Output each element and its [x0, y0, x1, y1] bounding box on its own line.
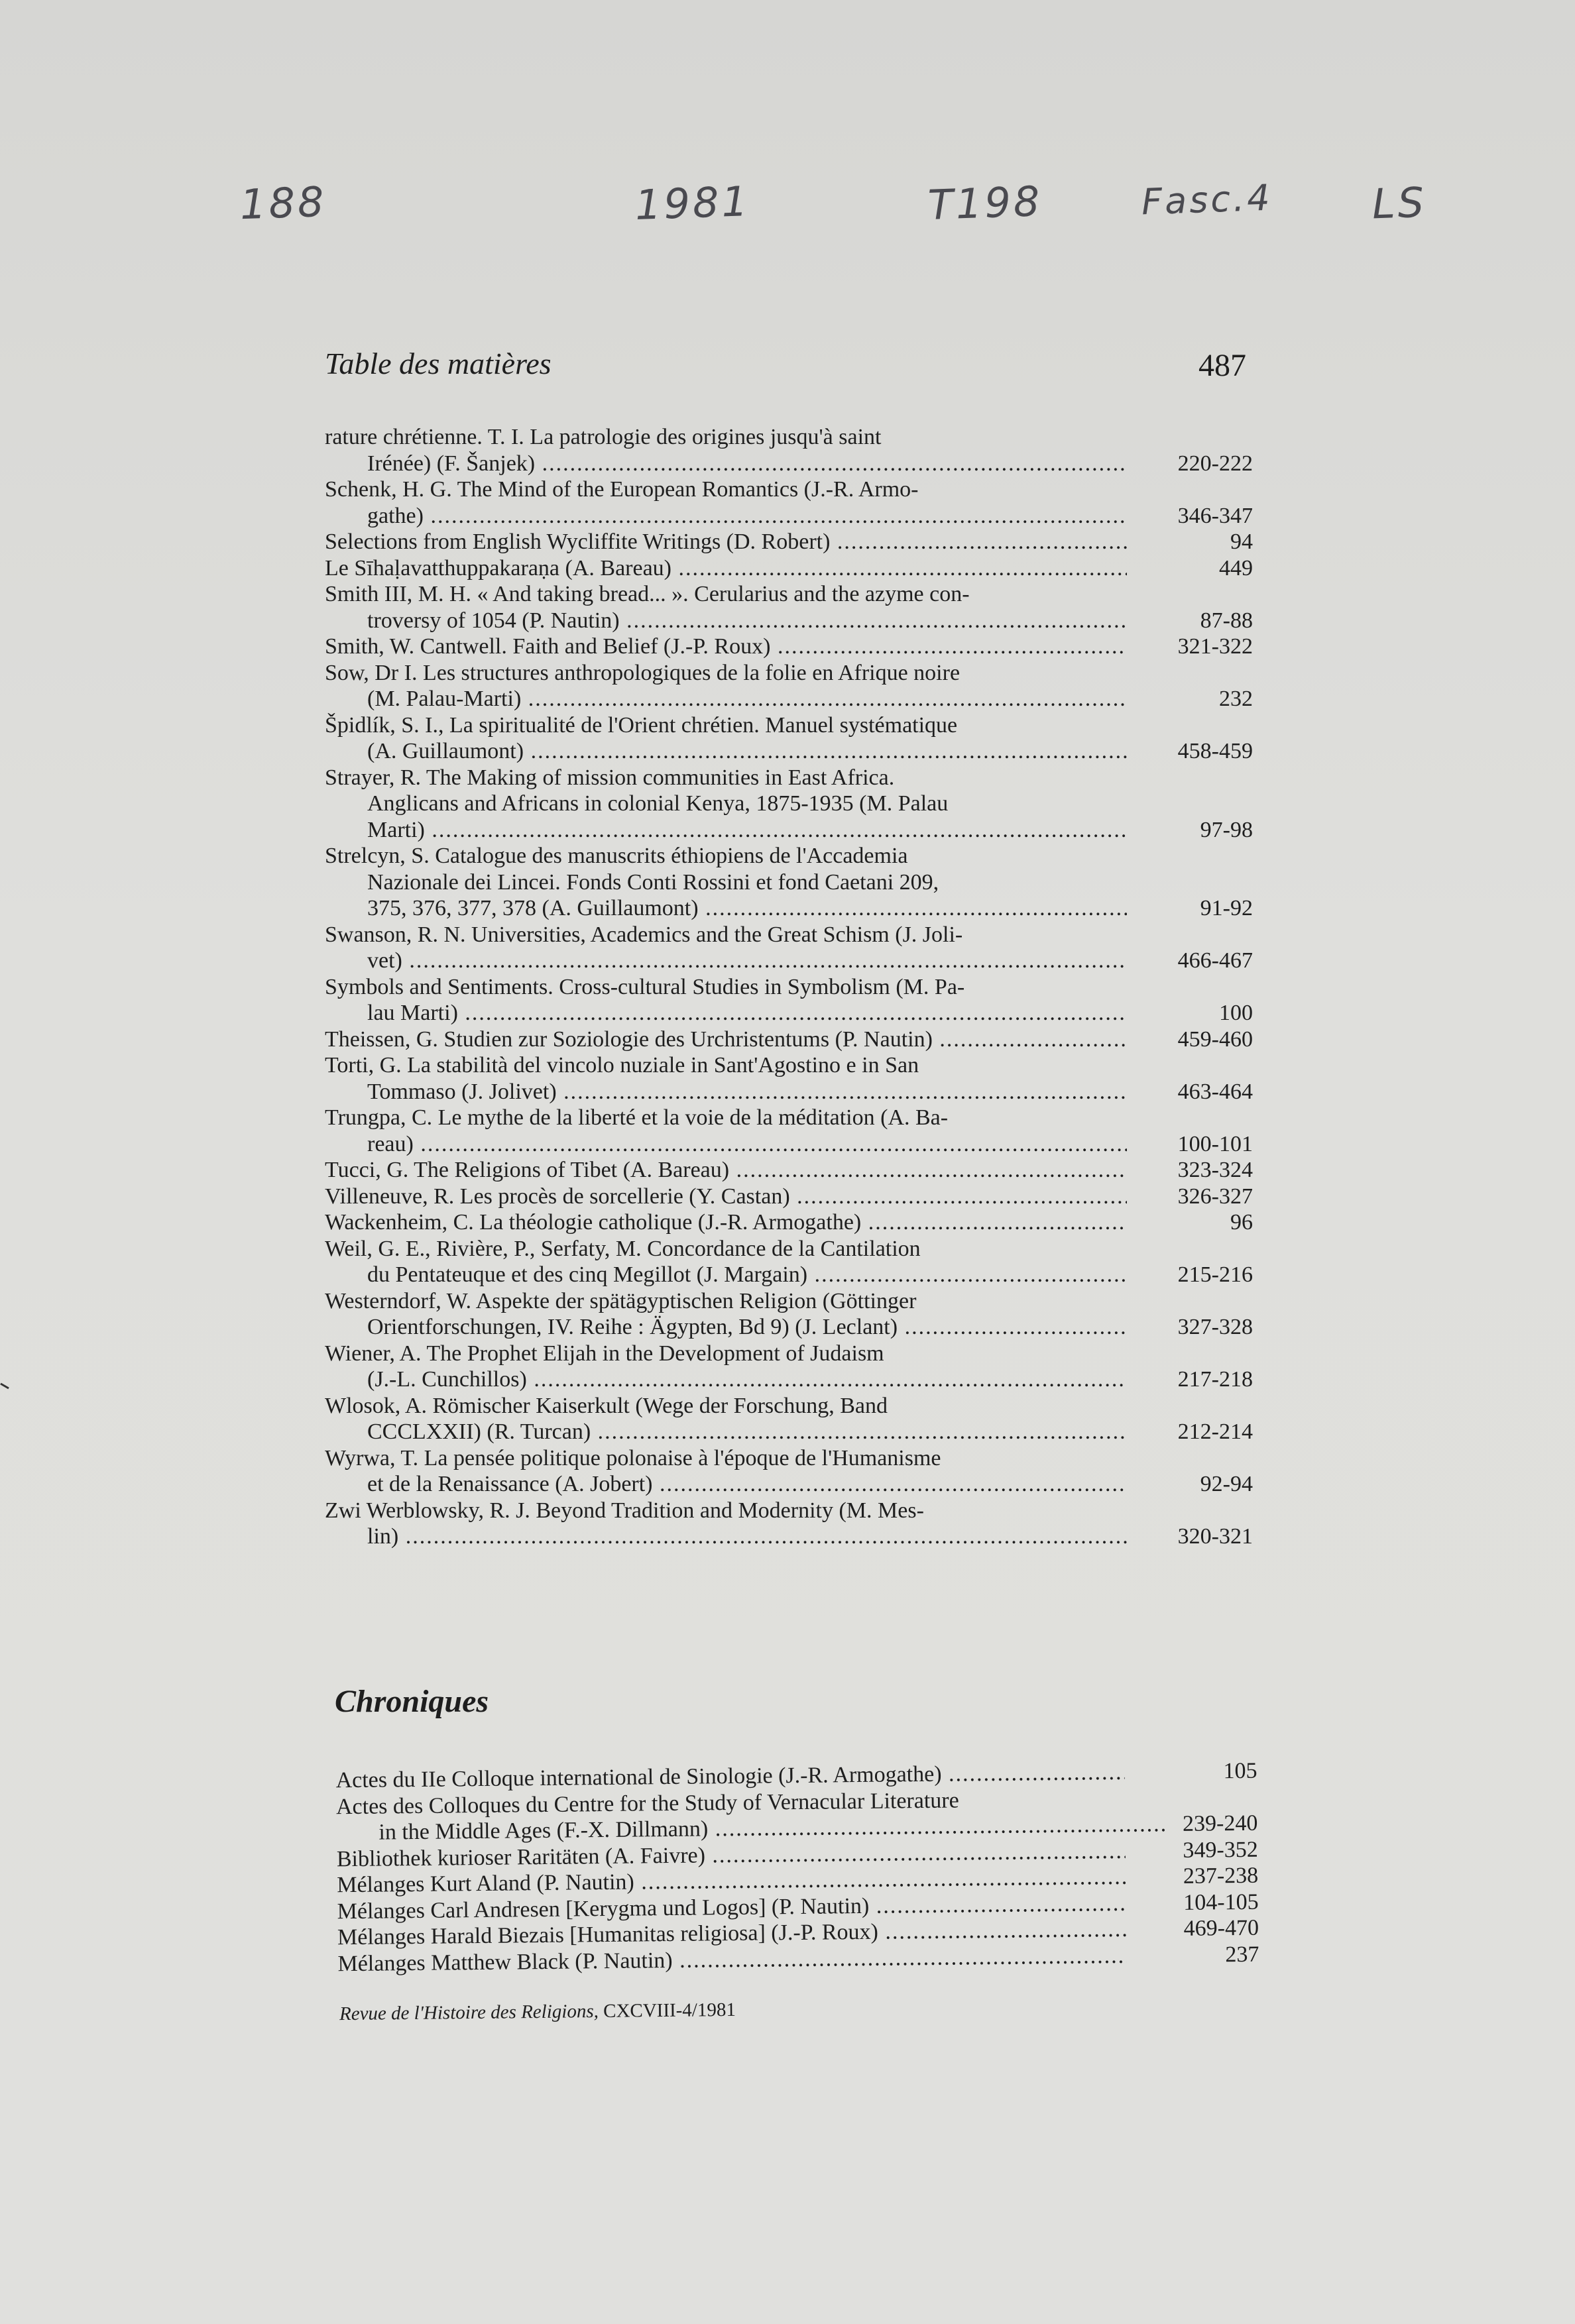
page-number: 487	[1198, 348, 1246, 383]
index-entry	[325, 529, 1253, 555]
entry-pages: 463-464	[1177, 1079, 1253, 1104]
entry-line: Wlosok, A. Römischer Kaiserkult (Wege der Forschung, Band	[325, 1393, 888, 1418]
entry-pages: 97-98	[1200, 817, 1253, 842]
entry-pages: 220-222	[1177, 451, 1253, 476]
entry-line: Sow, Dr I. Les structures anthropologiques de la folie en Afrique noire	[325, 660, 961, 685]
page-title: Table des matières	[325, 347, 552, 380]
chroniques-entries	[335, 1758, 1259, 1977]
entry-line: Irénée) (F. Šanjek) .....	[325, 451, 1127, 477]
handwritten-note-5: LS	[1371, 178, 1428, 229]
entry-line: Bibliothek kurioser Raritäten (A. Faivre) .....	[337, 1838, 1126, 1872]
entry-pages: 326-327	[1177, 1184, 1253, 1209]
entry-line: Mélanges Matthew Black (P. Nautin) .....	[337, 1942, 1126, 1977]
entry-pages: 105	[1223, 1758, 1257, 1784]
entry-pages: 323-324	[1177, 1158, 1253, 1182]
entry-line: du Pentateuque et des cinq Megillot (J. Margain) .....	[325, 1262, 1127, 1288]
entry-pages: 239-240	[1182, 1810, 1258, 1836]
index-entry	[336, 1784, 1258, 1846]
index-entries	[325, 424, 1253, 1550]
entry-line: Strelcyn, S. Catalogue des manuscrits éthiopiens de l'Accademia	[325, 844, 908, 868]
index-entry	[325, 765, 1253, 844]
entry-pages: 346-347	[1177, 503, 1253, 528]
entry-pages: 215-216	[1177, 1262, 1253, 1287]
entry-line: Schenk, H. G. The Mind of the European Romantics (J.-R. Armo-	[325, 477, 919, 502]
entry-line: Zwi Werblowsky, R. J. Beyond Tradition and Modernity (M. Mes-	[325, 1498, 924, 1523]
entry-pages: 100	[1219, 1001, 1253, 1025]
entry-pages: 459-460	[1177, 1026, 1253, 1052]
entry-pages: 327-328	[1177, 1315, 1253, 1339]
entry-line: Anglicans and Africans in colonial Kenya, 1875-1935 (M. Palau	[367, 791, 949, 816]
entry-line: Strayer, R. The Making of mission communities in East Africa.	[325, 765, 895, 790]
index-entry	[325, 555, 1253, 582]
entry-line: Špidlík, S. I., La spiritualité de l'Orient chrétien. Manuel systématique	[325, 712, 958, 738]
index-entry	[325, 974, 1253, 1026]
entry-pages: 321-322	[1177, 634, 1253, 659]
index-entry	[325, 1184, 1253, 1210]
entry-pages: 104-105	[1183, 1889, 1259, 1915]
entry-pages: 96	[1230, 1210, 1253, 1235]
entry-pages: 91-92	[1200, 896, 1253, 920]
index-entry	[325, 1288, 1253, 1341]
entry-line: lin) .....	[325, 1523, 1127, 1550]
entry-pages: 87-88	[1200, 608, 1253, 633]
index-entry	[325, 712, 1253, 765]
entry-pages: 94	[1230, 529, 1253, 554]
entry-pages: 458-459	[1177, 739, 1253, 763]
entry-line: Trungpa, C. Le mythe de la liberté et la voie de la méditation (A. Ba-	[325, 1105, 949, 1130]
entry-line: Villeneuve, R. Les procès de sorcellerie (Y. Castan) .....	[325, 1184, 1127, 1210]
entry-line: Smith, W. Cantwell. Faith and Belief (J.-P. Roux) .....	[325, 634, 1127, 660]
section-title-chroniques: Chroniques	[335, 1684, 489, 1719]
index-entry	[325, 1026, 1253, 1053]
entry-pages: 212-214	[1177, 1419, 1253, 1444]
entry-line: et de la Renaissance (A. Jobert) .....	[325, 1471, 1127, 1498]
handwritten-note-3: T198	[927, 177, 1043, 229]
entry-line: Wackenheim, C. La théologie catholique (J.-R. Armogathe) .....	[325, 1209, 1127, 1236]
entry-line: Le Sīhaḷavatthuppakaraṇa (A. Bareau) .....	[325, 555, 1127, 582]
entry-line: gathe) .....	[325, 503, 1127, 529]
entry-line: Swanson, R. N. Universities, Academics and the Great Schism (J. Joli-	[325, 922, 963, 947]
index-entry	[325, 1393, 1253, 1445]
entry-line: (M. Palau-Marti) .....	[325, 686, 1127, 712]
entry-pages: 217-218	[1177, 1367, 1253, 1392]
index-entry	[325, 1105, 1253, 1157]
index-entry	[325, 1341, 1253, 1393]
entry-pages: 232	[1219, 687, 1253, 711]
entry-pages: 349-352	[1183, 1837, 1258, 1863]
entry-line: Orientforschungen, IV. Reihe : Ägypten, Bd 9) (J. Leclant) .....	[325, 1314, 1127, 1341]
entry-pages: 237	[1225, 1942, 1259, 1967]
entry-line: (J.-L. Cunchillos) .....	[325, 1366, 1127, 1393]
journal-name: Revue de l'Histoire des Religions,	[339, 2001, 599, 2025]
entry-line: Actes du IIe Colloque international de Sinologie (J.-R. Armogathe) .....	[335, 1759, 1124, 1794]
entry-pages: 100-101	[1177, 1131, 1253, 1156]
entry-line: Smith III, M. H. « And taking bread... ». Cerularius and the azyme con-	[325, 582, 970, 606]
entry-line: Wiener, A. The Prophet Elijah in the Development of Judaism	[325, 1341, 884, 1366]
index-entry	[325, 424, 1253, 476]
entry-line: Westerndorf, W. Aspekte der spätägyptischen Religion (Göttinger	[325, 1288, 917, 1313]
entry-line: Torti, G. La stabilità del vincolo nuziale in Sant'Agostino e in San	[325, 1053, 919, 1078]
index-entry	[325, 634, 1253, 660]
entry-line: troversy of 1054 (P. Nautin) .....	[325, 608, 1127, 634]
entry-pages: 320-321	[1177, 1524, 1253, 1549]
handwritten-note-4: Fasc.4	[1140, 176, 1273, 223]
entry-line: 375, 376, 377, 378 (A. Guillaumont) .....	[325, 895, 1127, 922]
index-entry	[325, 843, 1253, 922]
entry-pages: 449	[1219, 555, 1253, 581]
entry-pages: 237-238	[1183, 1863, 1259, 1889]
index-entry	[325, 1236, 1253, 1288]
entry-line: Mélanges Harald Biezais [Humanitas religiosa] (J.-P. Roux) .....	[337, 1916, 1126, 1951]
index-entry	[325, 1157, 1253, 1184]
entry-line: Wyrwa, T. La pensée politique polonaise à l'époque de l'Humanisme	[325, 1445, 941, 1470]
entry-line: Mélanges Carl Andresen [Kerygma und Logos] (P. Nautin) .....	[337, 1890, 1126, 1924]
index-entry	[325, 660, 1253, 712]
journal-issue: CXCVIII-4/1981	[603, 1999, 736, 2022]
entry-line: Symbols and Sentiments. Cross-cultural Studies in Symbolism (M. Pa-	[325, 974, 965, 999]
entry-line: Selections from English Wycliffite Writings (D. Robert) .....	[325, 529, 1127, 555]
entry-line: Actes des Colloques du Centre for the Study of Vernacular Literature	[335, 1787, 959, 1819]
entry-pages: 92-94	[1200, 1472, 1253, 1496]
entry-pages: 466-467	[1177, 948, 1253, 973]
entry-line: in the Middle Ages (F.-X. Dillmann) .....	[336, 1811, 1167, 1846]
entry-line: rature chrétienne. T. I. La patrologie des origines jusqu'à saint	[325, 425, 882, 449]
handwritten-note-1: 188	[239, 177, 327, 229]
entry-line: CCCLXXII) (R. Turcan) .....	[325, 1419, 1127, 1445]
journal-footer	[339, 1999, 736, 2025]
entry-line: vet) .....	[325, 948, 1127, 974]
entry-line: Tucci, G. The Religions of Tibet (A. Bareau) .....	[325, 1157, 1127, 1184]
handwritten-note-2: 1981	[634, 176, 752, 230]
entry-line: reau) .....	[325, 1131, 1127, 1158]
index-entry	[325, 1052, 1253, 1105]
index-entry	[325, 922, 1253, 974]
index-entry	[325, 1498, 1253, 1550]
index-entry	[325, 581, 1253, 634]
entry-line: Mélanges Kurt Aland (P. Nautin) .....	[337, 1864, 1126, 1899]
entry-line: Marti) .....	[325, 817, 1127, 844]
entry-pages: 469-470	[1183, 1915, 1259, 1941]
index-entry	[325, 1445, 1253, 1498]
entry-line: Theissen, G. Studien zur Soziologie des Urchristentums (P. Nautin) .....	[325, 1026, 1127, 1053]
index-entry	[325, 1209, 1253, 1236]
entry-line: lau Marti) .....	[325, 1000, 1127, 1026]
entry-line: Tommaso (J. Jolivet) .....	[325, 1079, 1127, 1105]
entry-line: (A. Guillaumont) .....	[325, 738, 1127, 765]
index-entry	[325, 476, 1253, 529]
entry-line: Nazionale dei Lincei. Fonds Conti Rossini et fond Caetani 209,	[367, 869, 939, 895]
entry-line: Weil, G. E., Rivière, P., Serfaty, M. Concordance de la Cantilation	[325, 1236, 921, 1261]
